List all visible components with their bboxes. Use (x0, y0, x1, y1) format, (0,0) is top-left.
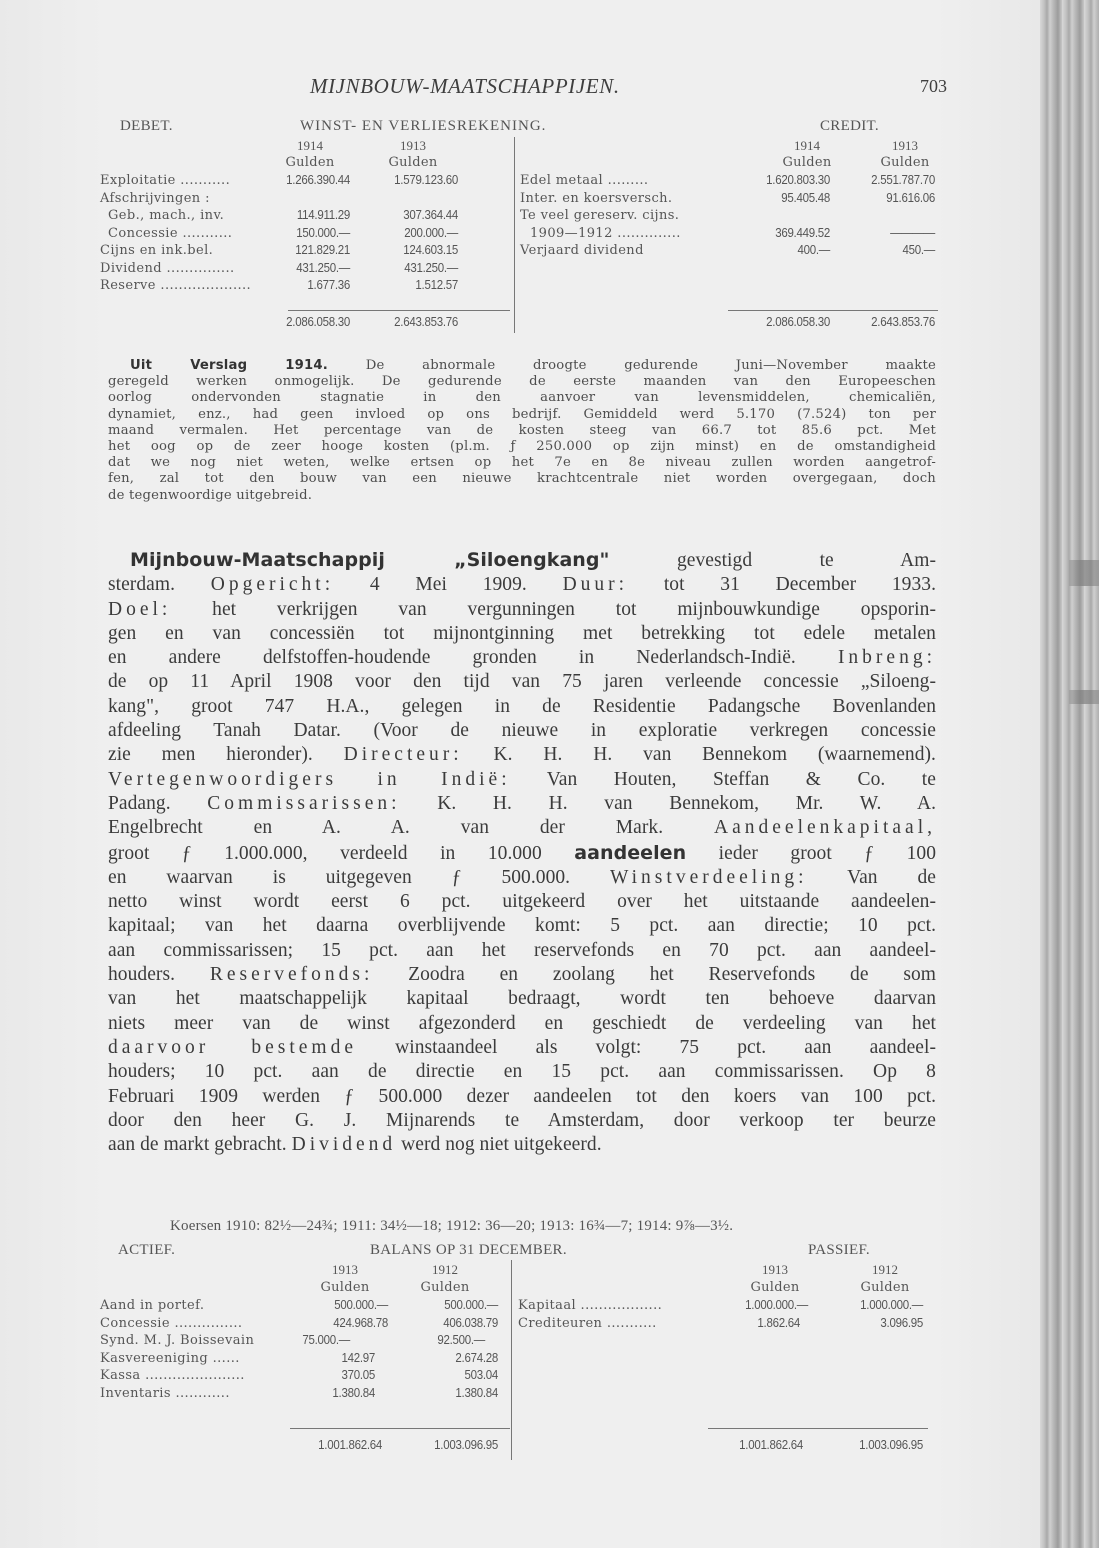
company-entry (108, 548, 936, 1157)
company-line: Engelbrecht en A. A. van der Mark. Aandeelenkapitaal, (108, 817, 936, 839)
company-line: Doel: het verkrijgen van vergunningen tot mijnbouwkundige opsporin- (108, 598, 936, 620)
debit-title: DEBET. (120, 118, 173, 134)
table-row: Edel metaal ......... 1.620.803.30 2.551.787.70 (520, 173, 935, 188)
currency-label: Gulden (750, 1280, 800, 1295)
year-1913-debit: 1913 (400, 138, 426, 153)
table-row: Crediteuren ........... 1.862.64 3.096.95 (518, 1315, 923, 1331)
report-line: dynamiet, enz., had geen invloed op ons bedrijf. Gemiddeld werd 5.170 (7.524) ton per (108, 406, 936, 422)
share-prices: Koersen 1910: 82½—24¾; 1911: 34½—18; 1912: 36—20; 1913: 16¾—7; 1914: 9⅞—3½. (170, 1218, 734, 1234)
column-divider (511, 1260, 512, 1460)
company-line: gen en van concessiën tot mijnontginning met betrekking tot edele metalen (108, 622, 936, 644)
table-row: Cijns en ink.bel. 121.829.21 124.603.15 (100, 243, 458, 258)
table-row: Synd. M. J. Boissevain 75.000.— 92.500.— (100, 1333, 485, 1348)
table-row: Afschrijvingen : (100, 190, 210, 206)
balance-year-row (100, 1262, 940, 1280)
table-row: 1909—1912 .............. 369.449.52 ———— (530, 225, 935, 241)
pl-year-row (100, 138, 940, 155)
company-line: houders. Reservefonds: Zoodra en zoolang het Reservefonds de som (108, 964, 936, 986)
year-1913-liabilities: 1913 (762, 1262, 788, 1277)
assets-title: ACTIEF. (118, 1242, 176, 1258)
company-line: de op 11 April 1908 voor den tijd van 75 jaren verleende concessie „Siloeng- (108, 671, 936, 693)
report-line: geregeld werken onmogelijk. De gedurende de eerste maanden van den Europeeschen (108, 374, 936, 390)
total-rule (290, 1428, 510, 1429)
year-1912-liabilities: 1912 (872, 1262, 898, 1277)
report-line: het oog op de zeer hooge kosten (pl.m. ƒ 250.000 op zijn minst) en de omstandigheid (108, 439, 936, 455)
table-row: Aand in portef. 500.000.— 500.000.— (100, 1298, 498, 1313)
table-row: Verjaard dividend 400.— 450.— (520, 243, 935, 258)
balance-currency-row (100, 1280, 940, 1298)
liability-total-row: 1.001.862.64 1.003.096.95 (739, 1438, 923, 1452)
company-line: zie men hieronder). Directeur: K. H. H. van Bennekom (waarnemend). (108, 744, 936, 766)
currency-label: Gulden (420, 1280, 470, 1295)
report-line: fen, zal tot den bouw van een nieuwe krachtcentrale niet worden overgegaan, doch (108, 471, 936, 487)
company-line: Mijnbouw-Maatschappij „Siloengkang" gevestigd te Am- (130, 549, 937, 571)
total-rule (288, 310, 510, 311)
table-row: Exploitatie ........... 1.266.390.44 1.579.123.60 (100, 173, 458, 188)
report-lead: Uit Verslag 1914. (130, 358, 329, 373)
company-name: Mijnbouw-Maatschappij „Siloengkang" (130, 549, 610, 571)
report-paragraph (108, 358, 936, 504)
company-line: sterdam. Opgericht: 4 Mei 1909. Duur: tot 31 December 1933. (108, 574, 936, 596)
year-1913-assets: 1913 (332, 1262, 358, 1277)
page-number: 703 (920, 76, 947, 96)
profit-loss-account (100, 118, 940, 333)
table-row: Dividend ............... 431.250.— 431.250.— (100, 260, 458, 276)
liabilities-title: PASSIEF. (808, 1242, 870, 1258)
report-line: oorlog ondervonden stagnatie in den aanvoer van levensmiddelen, chemicaliën, (108, 390, 936, 406)
currency-label: Gulden (860, 1280, 910, 1295)
balance-header (100, 1242, 940, 1262)
year-1913-credit: 1913 (892, 138, 918, 153)
company-line: Padang. Commissarissen: K. H. H. van Bennekom, Mr. W. A. (108, 792, 936, 814)
table-row: Kasvereeniging ...... 142.97 2.674.28 (100, 1350, 498, 1366)
column-divider (514, 137, 515, 333)
company-line: niets meer van de winst afgezonderd en geschiedt de verdeeling van het (108, 1012, 936, 1034)
asset-total-row: 1.001.862.64 1.003.096.95 (318, 1438, 498, 1452)
debit-total-row: 2.086.058.30 2.643.853.76 (286, 315, 458, 329)
pl-header (100, 118, 940, 138)
company-line: Februari 1909 werden ƒ 500.000 dezer aandeelen tot den koers van 100 pct. (108, 1085, 936, 1107)
credit-title: CREDIT. (820, 118, 879, 134)
year-1914-credit: 1914 (794, 138, 820, 153)
table-row: Te veel gereserv. cijns. (520, 208, 680, 223)
report-line: dat we nog niet weten, welke ertsen op het 7e en 8e niveau zullen worden aangetrof- (108, 455, 936, 471)
total-rule (728, 310, 938, 311)
asset-rows (100, 1298, 510, 1452)
year-1914-debit: 1914 (297, 138, 323, 153)
binding-mark (1069, 690, 1099, 704)
binding-mark (1069, 560, 1099, 586)
table-row: Concessie ............... 424.968.78 406.038.79 (100, 1315, 498, 1331)
company-line: en waarvan is uitgegeven ƒ 500.000. Winstverdeeling: Van de (108, 866, 936, 888)
currency-label: Gulden (320, 1280, 370, 1295)
company-line: en andere delfstoffen-houdende gronden in Nederlandsch-Indië. Inbreng: (108, 647, 936, 669)
company-line: houders; 10 pct. aan de directie en 15 pct. aan commissarissen. Op 8 (108, 1061, 936, 1083)
currency-label: Gulden (388, 155, 438, 170)
report-line: maand vermalen. Het percentage van de kosten steeg van 66.7 tot 85.6 pct. Met (108, 422, 936, 438)
company-line: afdeeling Tanah Datar. (Voor de nieuwe in exploratie verkregen concessie (108, 720, 936, 742)
balance-title: BALANS OP 31 DECEMBER. (370, 1242, 567, 1258)
currency-label: Gulden (880, 155, 930, 170)
company-line: aan commissarissen; 15 pct. aan het reservefonds en 70 pct. aan aandeel- (108, 939, 936, 961)
credit-total-row: 2.086.058.30 2.643.853.76 (766, 315, 935, 329)
report-line: Uit Verslag 1914. De abnormale droogte gedurende Juni—November maakte (130, 358, 936, 373)
liability-rows (518, 1298, 938, 1452)
running-title: MIJNBOUW-MAATSCHAPPIJEN. (310, 74, 620, 98)
company-line: van het maatschappelijk kapitaal bedraagt, wordt ten behoeve daarvan (108, 988, 936, 1010)
year-1912-assets: 1912 (432, 1262, 458, 1277)
table-row: Concessie ........... 150.000.— 200.000.— (108, 225, 458, 241)
company-line: groot ƒ 1.000.000, verdeeld in 10.000 aandeelen ieder groot ƒ 100 (108, 841, 936, 864)
debit-rows (100, 173, 510, 329)
total-rule (708, 1428, 928, 1429)
balance-sheet (100, 1242, 940, 1458)
pl-currency-row (100, 155, 940, 173)
credit-rows (520, 173, 940, 329)
company-line: kang", groot 747 H.A., gelegen in de Residentie Padangsche Bovenlanden (108, 695, 936, 717)
currency-label: Gulden (285, 155, 335, 170)
running-head (0, 74, 1040, 102)
table-row: Kassa ...................... 370.05 503.04 (100, 1368, 498, 1383)
company-line: Vertegenwoordigers in Indië: Van Houten, Steffan & Co. te (108, 768, 936, 790)
table-row: Geb., mach., inv. 114.911.29 307.364.44 (108, 208, 458, 223)
pl-title: WINST- EN VERLIESREKENING. (300, 118, 547, 134)
company-line: door den heer G. J. Mijnarends te Amsterdam, door verkoop ter beurze (108, 1109, 936, 1131)
currency-label: Gulden (782, 155, 832, 170)
report-line: de tegenwoordige uitgebreid. (108, 487, 313, 503)
table-row: Kapitaal .................. 1.000.000.— 1.000.000.— (518, 1298, 923, 1313)
company-line: kapitaal; van het daarna overblijvende komt: 5 pct. aan directie; 10 pct. (108, 915, 936, 937)
table-row: Inter. en koersversch. 95.405.48 91.616.06 (520, 190, 935, 206)
table-row: Inventaris ............ 1.380.84 1.380.84 (100, 1385, 498, 1401)
table-row: Reserve .................... 1.677.36 1.512.57 (100, 278, 458, 293)
company-line: daarvoor bestemde winstaandeel als volgt: 75 pct. aan aandeel- (108, 1036, 937, 1058)
book-binding-edge (1040, 0, 1099, 1548)
company-line: aan de markt gebracht. Dividend werd nog niet uitgekeerd. (108, 1134, 602, 1156)
company-line: netto winst wordt eerst 6 pct. uitgekeerd over het uitstaande aandeelen- (108, 891, 936, 913)
